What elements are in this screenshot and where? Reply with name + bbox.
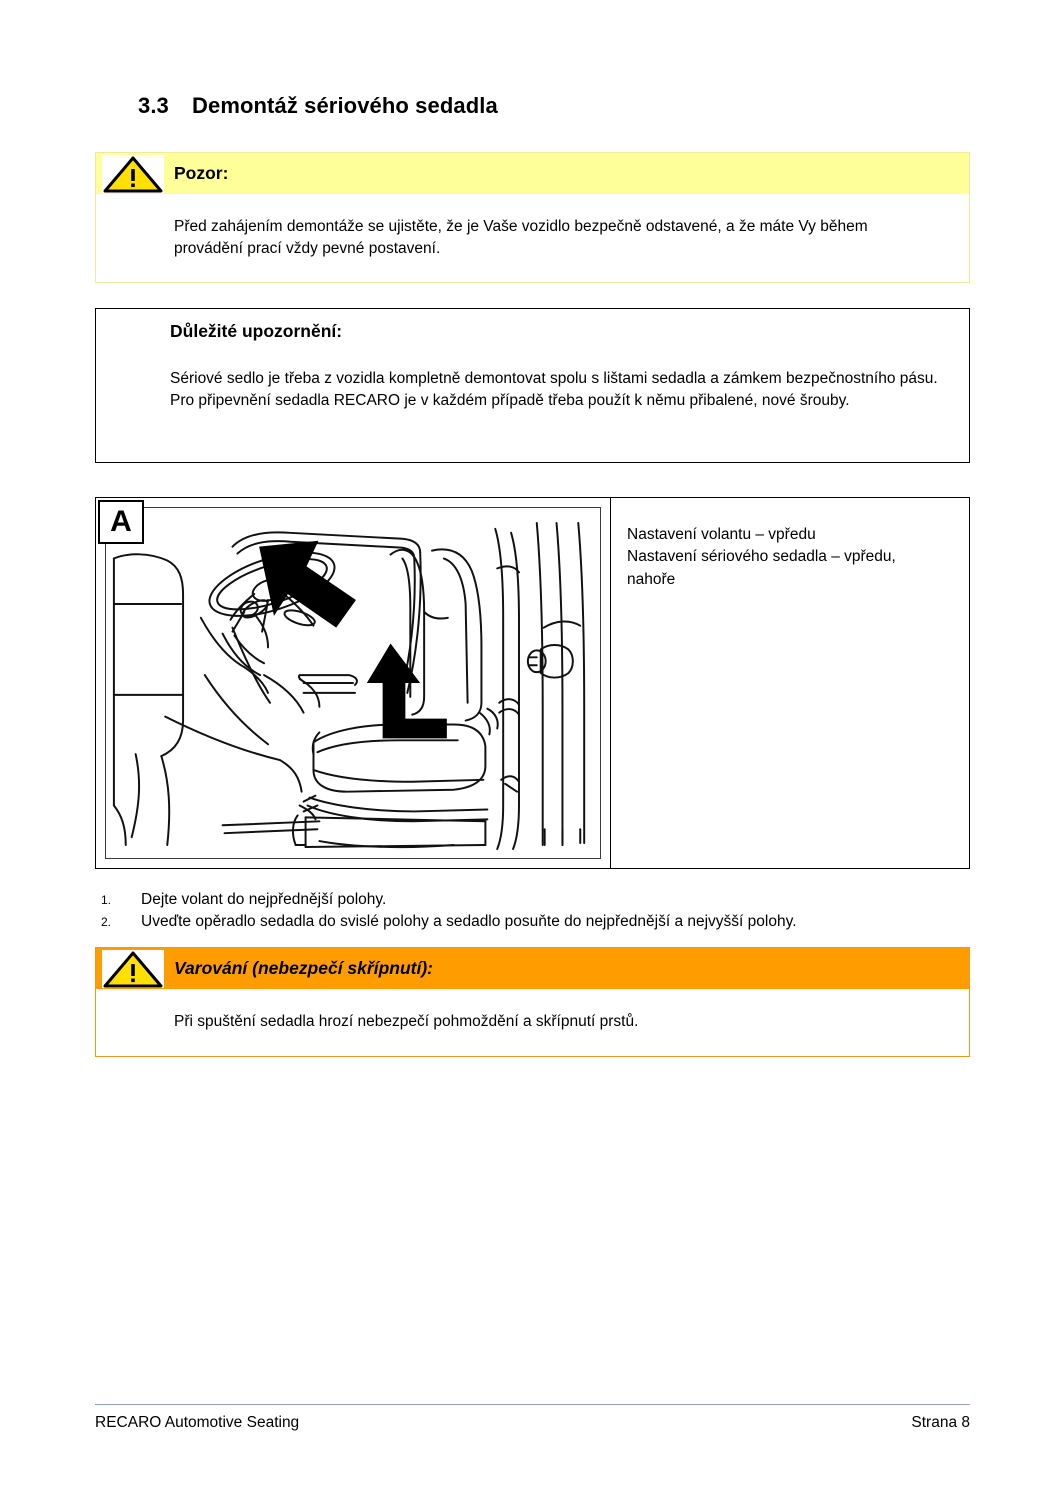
footer-company: RECARO Automotive Seating <box>95 1414 300 1431</box>
warning-header <box>96 948 969 989</box>
step-list <box>95 889 970 934</box>
footer-page-number: Strana 8 <box>911 1414 970 1431</box>
caution-title: Pozor: <box>174 162 229 183</box>
figure-cell <box>96 498 611 868</box>
list-item <box>95 889 970 911</box>
warning-note-box <box>95 947 970 1057</box>
figure-label: A <box>98 500 144 544</box>
important-paragraph-1: Sériové sedlo je třeba z vozidla kompletně demontovat spolu s lištami sedadla a zámkem bezpečnostního pásu. <box>170 369 938 387</box>
list-item <box>95 911 970 933</box>
warning-title: Varování (nebezpečí skřípnutí): <box>174 957 433 978</box>
footer-divider <box>95 1404 970 1405</box>
figure-caption <box>611 498 969 868</box>
warning-triangle-icon <box>102 155 164 193</box>
step-text: Dejte volant do nejpřednější polohy. <box>141 891 387 908</box>
page-footer <box>95 1414 970 1432</box>
warning-triangle-icon <box>102 950 164 988</box>
figure-table <box>95 497 970 869</box>
page-title <box>138 93 498 119</box>
heading-text: Demontáž sériového sedadla <box>192 92 498 118</box>
caption-line-1: Nastavení volantu – vpředu <box>627 526 816 543</box>
caution-body: Před zahájením demontáže se ujistěte, že je Vaše vozidlo bezpečně odstavené, a že máte Vy během provádění prací vždy pevné postavení. <box>174 218 868 257</box>
heading-number: 3.3 <box>138 92 169 118</box>
warning-body: Při spuštění sedadla hrozí nebezpečí pohmoždění a skřípnutí prstů. <box>174 1013 639 1030</box>
important-title: Důležité upozornění: <box>170 321 343 341</box>
caption-line-3: nahoře <box>627 570 676 588</box>
important-inner <box>96 309 969 412</box>
figure-illustration <box>105 507 601 859</box>
step-text: Uveďte opěradlo sedadla do svislé polohy a sedadlo posuňte do nejpřednější a nejvyšší polohy. <box>141 913 797 931</box>
page-content <box>95 0 970 1497</box>
caution-note-box <box>95 152 970 283</box>
caption-line-2: Nastavení sériového sedadla – vpředu, <box>627 548 896 566</box>
step-number: 2. <box>101 915 112 930</box>
truck-cab-interior-line-drawing <box>106 508 600 858</box>
important-paragraph-2: Pro připevnění sedadla RECARO je v každém případě třeba použít k němu přibalené, nové šrouby. <box>170 391 850 409</box>
step-number: 1. <box>101 893 112 907</box>
caution-header <box>96 153 969 194</box>
important-note-box <box>95 308 970 463</box>
